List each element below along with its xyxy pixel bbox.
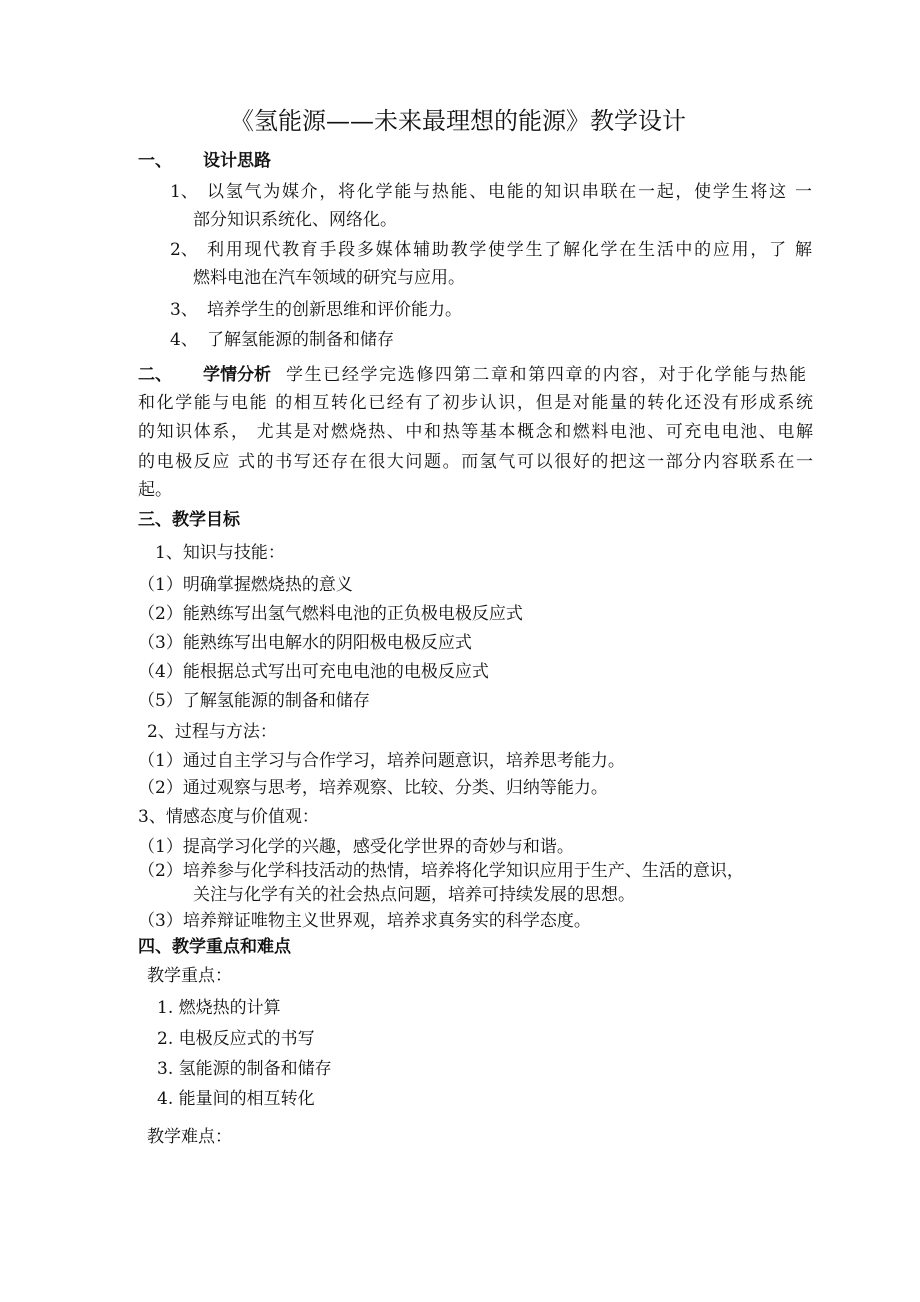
process-method-title: 2、过程与方法： — [147, 722, 277, 742]
s1-item-2-number: 2、 — [170, 240, 198, 260]
s1-item-4-number: 4、 — [170, 330, 198, 350]
key-point-1: 1. 燃烧热的计算 — [157, 998, 281, 1018]
difficulties-title: 教学难点： — [147, 1127, 232, 1147]
s2-paragraph-line1: 学生已经学完选修四第二章和第四章的内容，对于化学能与热能 — [286, 365, 806, 385]
knowledge-item-3: （3）能熟练写出电解水的阴阳极电极反应式 — [138, 633, 472, 653]
key-point-2: 2. 电极反应式的书写 — [157, 1029, 315, 1049]
emotion-item-2: （2）培养参与化学科技活动的热情，培养将化学知识应用于生产、生活的意识， — [138, 861, 744, 881]
knowledge-skills-title: 1、知识与技能： — [155, 543, 285, 563]
section-3-heading: 三、教学目标 — [138, 510, 240, 530]
section-2-number: 二、 — [138, 365, 172, 385]
s2-paragraph-line5: 起。 — [138, 480, 172, 500]
section-2-heading: 学情分析 — [203, 365, 271, 385]
knowledge-item-4: （4）能根据总式写出可充电电池的电极反应式 — [138, 662, 489, 682]
knowledge-item-5: （5）了解氢能源的制备和储存 — [138, 691, 370, 711]
s2-paragraph-line3: 的知识体系， 尤其是对燃烧热、中和热等基本概念和燃料电池、可充电电池、电解 — [138, 422, 813, 442]
key-points-title: 教学重点： — [147, 966, 232, 986]
key-point-4: 4. 能量间的相互转化 — [157, 1089, 315, 1109]
s2-paragraph-line4: 的电极反应 式的书写还存在很大问题。而氢气可以很好的把这一部分内容联系在一 — [138, 452, 813, 472]
section-1-number: 一、 — [138, 151, 172, 171]
s1-item-2-line2: 燃料电池在汽车领域的研究与应用。 — [193, 268, 465, 288]
key-point-3: 3. 氢能源的制备和储存 — [157, 1059, 332, 1079]
process-item-1: （1）通过自主学习与合作学习，培养问题意识，培养思考能力。 — [138, 751, 625, 771]
s1-item-1-line2: 部分知识系统化、网络化。 — [193, 210, 397, 230]
knowledge-item-1: （1）明确掌握燃烧热的意义 — [138, 575, 353, 595]
s1-item-4-line1: 了解氢能源的制备和储存 — [207, 330, 394, 350]
emotion-item-1: （1）提高学习化学的兴趣，感受化学世界的奇妙与和谐。 — [138, 837, 574, 857]
section-4-heading: 四、教学重点和难点 — [138, 937, 291, 957]
s1-item-1-line1: 以氢气为媒介，将化学能与热能、电能的知识串联在一起，使学生将这 一 — [207, 182, 812, 202]
s1-item-3-line1: 培养学生的创新思维和评价能力。 — [207, 300, 462, 320]
s1-item-2-line1: 利用现代教育手段多媒体辅助教学使学生了解化学在生活中的应用，了 解 — [207, 240, 812, 260]
knowledge-item-2: （2）能熟练写出氢气燃料电池的正负极电极反应式 — [138, 604, 523, 624]
emotion-values-title: 3、情感态度与价值观： — [138, 807, 319, 827]
emotion-item-2-continued: 关注与化学有关的社会热点问题，培养可持续发展的思想。 — [193, 885, 635, 905]
s1-item-3-number: 3、 — [170, 300, 198, 320]
emotion-item-3: （3）培养辩证唯物主义世界观，培养求真务实的科学态度。 — [138, 911, 591, 931]
document-title: 《氢能源——未来最理想的能源》教学设计 — [230, 107, 686, 135]
s1-item-1-number: 1、 — [170, 182, 198, 202]
section-1-heading: 设计思路 — [203, 151, 271, 171]
s2-paragraph-line2: 和化学能与电能 的相互转化已经有了初步认识，但是对能量的转化还没有形成系统 — [138, 393, 813, 413]
process-item-2: （2）通过观察与思考，培养观察、比较、分类、归纳等能力。 — [138, 778, 608, 798]
